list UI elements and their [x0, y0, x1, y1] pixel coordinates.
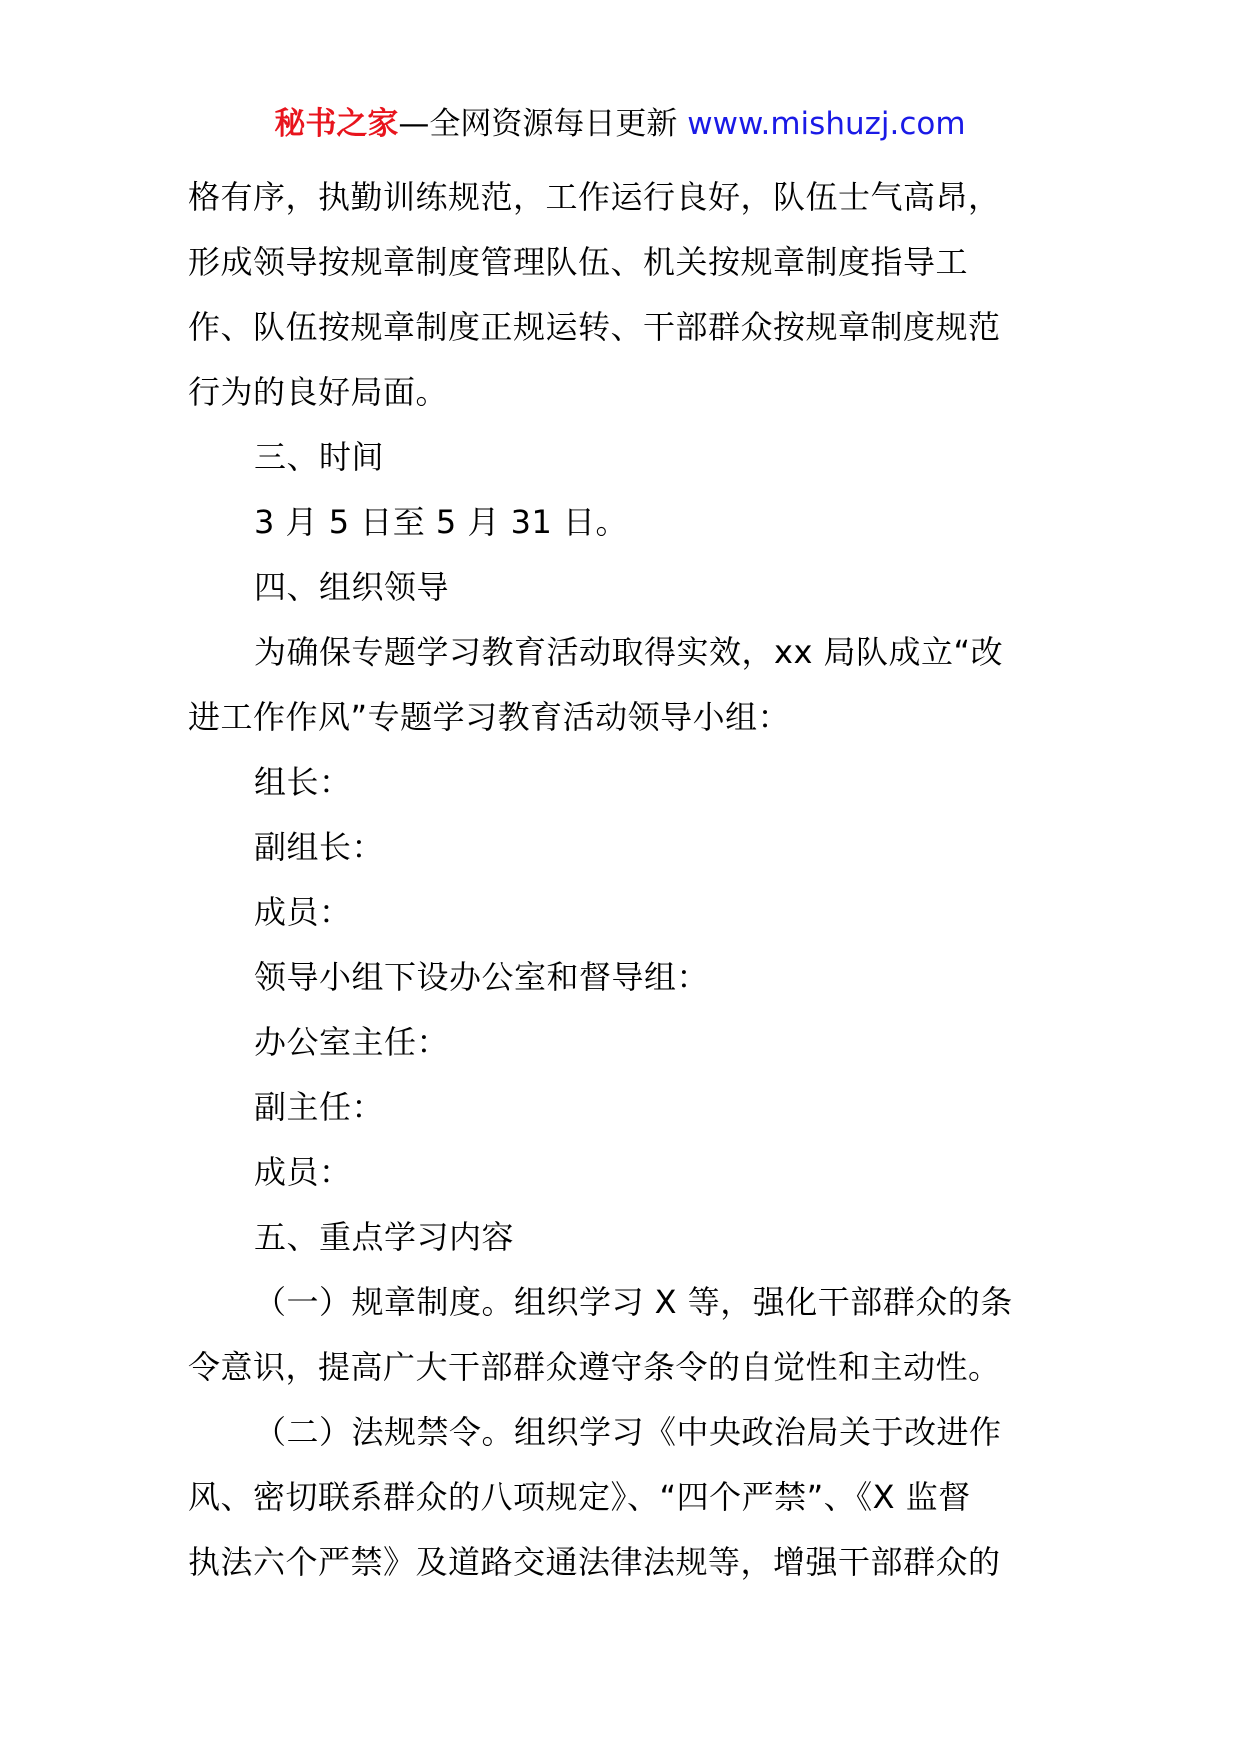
site-header — [0, 104, 1240, 144]
role-office-members: 成员： — [254, 1153, 352, 1191]
body-line: 作、队伍按规章制度正规运转、干部群众按规章制度规范 — [188, 308, 1001, 346]
section-heading-study-content: 五、重点学习内容 — [254, 1218, 515, 1256]
date-range: 3 月 5 日至 5 月 31 日。 — [254, 503, 629, 541]
body-line: 进工作作风”专题学习教育活动领导小组： — [188, 698, 791, 736]
brand-name: 秘书之家 — [274, 106, 399, 142]
body-line: 行为的良好局面。 — [188, 373, 449, 411]
body-line: （一）规章制度。组织学习 X 等，强化干部群众的条 — [254, 1283, 1013, 1321]
header-tagline: —全网资源每日更新 — [398, 106, 688, 142]
body-line: 为确保专题学习教育活动取得实效，xx 局队成立“改 — [254, 633, 1004, 671]
body-line: 风、密切联系群众的八项规定》、“四个严禁”、《X 监督 — [188, 1478, 971, 1516]
body-line: （二）法规禁令。组织学习《中央政治局关于改进作 — [254, 1413, 1002, 1451]
role-office-director: 办公室主任： — [254, 1023, 450, 1061]
body-line: 令意识，提高广大干部群众遵守条令的自觉性和主动性。 — [188, 1348, 1001, 1386]
body-line: 形成领导按规章制度管理队伍、机关按规章制度指导工 — [188, 243, 969, 281]
role-members: 成员： — [254, 893, 352, 931]
role-deputy-director: 副主任： — [254, 1088, 385, 1126]
section-heading-time: 三、时间 — [254, 438, 385, 476]
role-deputy-leader: 副组长： — [254, 828, 385, 866]
section-heading-organization: 四、组织领导 — [254, 568, 450, 606]
site-url-link[interactable]: www.mishuzj.com — [687, 106, 966, 142]
role-leader: 组长： — [254, 763, 352, 801]
body-line: 执法六个严禁》及道路交通法律法规等，增强干部群众的 — [188, 1543, 1001, 1581]
body-line: 格有序，执勤训练规范，工作运行良好，队伍士气高昂， — [188, 178, 1001, 216]
document-body — [188, 165, 1058, 1595]
body-line: 领导小组下设办公室和督导组： — [254, 958, 710, 996]
